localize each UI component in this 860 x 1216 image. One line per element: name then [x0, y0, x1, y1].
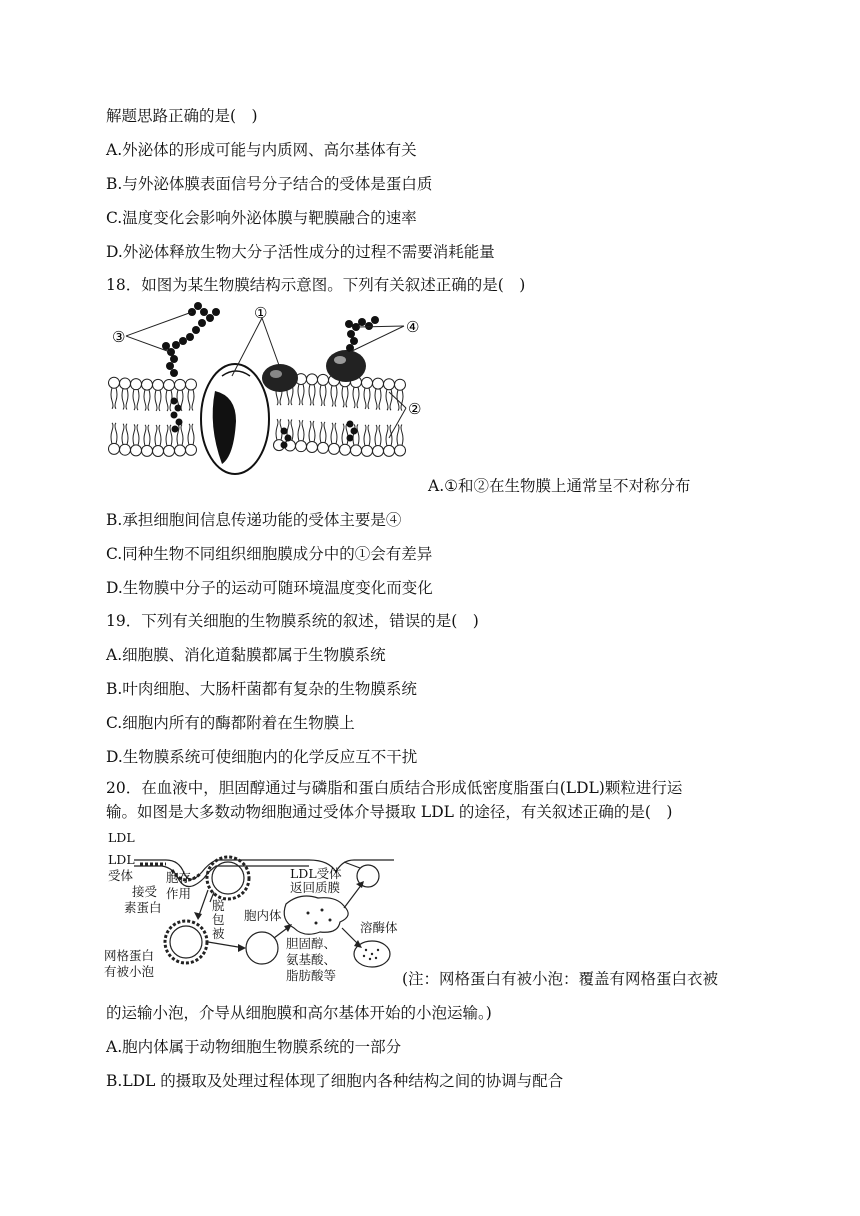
q19-stem: 19．下列有关细胞的生物膜系统的叙述，错误的是( ) [106, 612, 479, 630]
products-label-3: 脂肪酸等 [286, 968, 337, 983]
q18-option-b: B.承担细胞间信息传递功能的受体主要是④ [106, 511, 402, 529]
pinocytosis-label-1: 胞存 [166, 870, 192, 885]
membrane-label-2: ② [408, 400, 422, 418]
q17-option-c: C.温度变化会影响外泌体膜与靶膜融合的速率 [106, 209, 417, 227]
ldl-receptor-label-1: LDL [108, 852, 135, 867]
q19-option-b: B.叶肉细胞、大肠杆菌都有复杂的生物膜系统 [106, 680, 417, 698]
membrane-diagram [104, 296, 432, 476]
receive-label-1: 接受 [132, 884, 158, 899]
q20-note-line2: 的运输小泡，介导从细胞膜和高尔基体开始的小泡运输。) [106, 1004, 492, 1022]
receptor-return-label-2: 返回质膜 [290, 880, 341, 895]
products-label-1: 胆固醇、 [286, 936, 337, 951]
q19-option-a: A.细胞膜、消化道黏膜都属于生物膜系统 [106, 646, 386, 664]
q20-option-b: B.LDL 的摄取及处理过程体现了细胞内各种结构之间的协调与配合 [106, 1072, 564, 1090]
coated-vesicle-label-2: 有被小泡 [104, 964, 155, 979]
q18-stem: 18．如图为某生物膜结构示意图。下列有关叙述正确的是( ) [106, 276, 526, 294]
q19-option-c: C.细胞内所有的酶都附着在生物膜上 [106, 714, 355, 732]
q18-option-c: C.同种生物不同组织细胞膜成分中的①会有差异 [106, 545, 433, 563]
products-label-2: 氨基酸、 [286, 952, 337, 967]
q17-option-b: B.与外泌体膜表面信号分子结合的受体是蛋白质 [106, 175, 433, 193]
uncoat-label-3: 被 [212, 926, 225, 941]
receive-label-2: 素蛋白 [124, 900, 162, 915]
q17-option-d: D.外泌体释放生物大分子活性成分的过程不需要消耗能量 [106, 243, 495, 261]
q19-option-d: D.生物膜系统可使细胞内的化学反应互不干扰 [106, 748, 418, 766]
ldl-label: LDL [108, 830, 135, 845]
membrane-label-1: ① [254, 304, 268, 322]
lysosome-label: 溶酶体 [360, 920, 398, 935]
q18-option-a: A.①和②在生物膜上通常呈不对称分布 [428, 477, 691, 495]
uncoat-label-1: 脱 [212, 898, 225, 913]
q18-option-d: D.生物膜中分子的运动可随环境温度变化而变化 [106, 579, 433, 597]
q17-option-a: A.外泌体的形成可能与内质网、高尔基体有关 [106, 141, 417, 159]
uncoat-label-2: 包 [212, 912, 225, 927]
endosome-label: 胞内体 [244, 908, 282, 923]
coated-vesicle-label-1: 网格蛋白 [104, 948, 155, 963]
ldl-receptor-label-2: 受体 [108, 868, 134, 883]
q20-note-line1: (注：网格蛋白有被小泡：覆盖有网格蛋白衣被 [402, 970, 719, 988]
q20-stem-line1: 20．在血液中，胆固醇通过与磷脂和蛋白质结合形成低密度脂蛋白(LDL)颗粒进行运 [106, 779, 683, 797]
q17-stem-tail: 解题思路正确的是( ) [106, 107, 258, 125]
receptor-return-label-1: LDL受体 [290, 866, 342, 881]
ldl-pathway-diagram [104, 828, 409, 988]
q20-option-a: A.胞内体属于动物细胞生物膜系统的一部分 [106, 1038, 402, 1056]
membrane-label-4: ④ [406, 318, 420, 336]
q20-stem-line2: 输。如图是大多数动物细胞通过受体介导摄取 LDL 的途径，有关叙述正确的是( ) [106, 803, 673, 821]
pinocytosis-label-2: 作用 [166, 886, 192, 901]
membrane-label-3: ③ [112, 328, 126, 346]
